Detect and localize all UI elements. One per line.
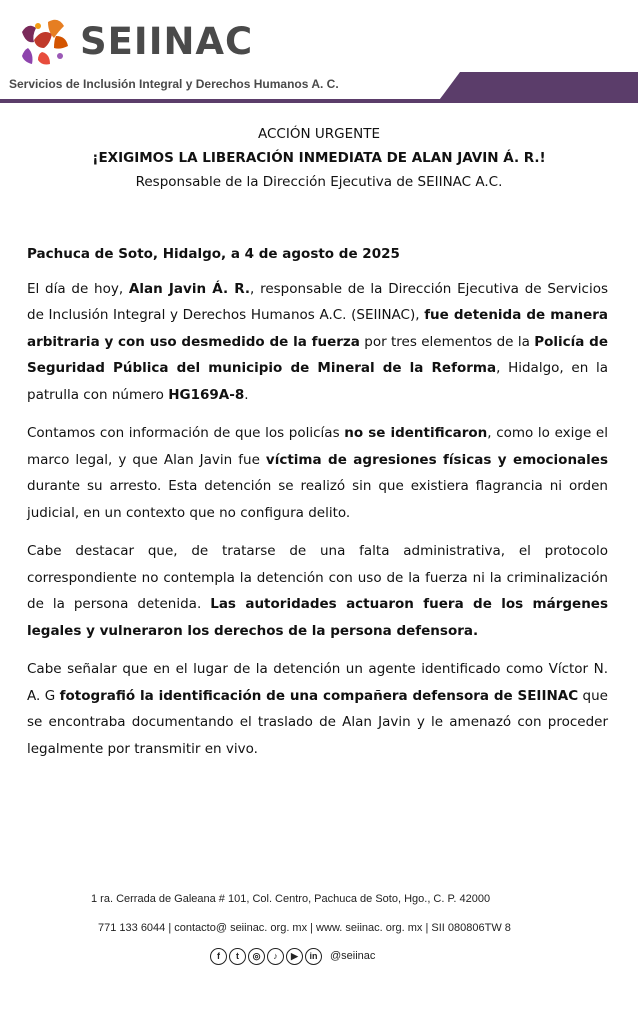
document-body xyxy=(27,241,608,774)
twitter-icon[interactable]: t xyxy=(229,948,246,965)
tiktok-icon[interactable]: ♪ xyxy=(267,948,284,965)
dateline: Pachuca de Soto, Hidalgo, a 4 de agosto de 2025 xyxy=(27,246,400,262)
brand-name: SEIINAC xyxy=(80,20,254,63)
organization-subtitle: Servicios de Inclusión Integral y Derechos Humanos A. C. xyxy=(9,77,339,91)
header-divider xyxy=(0,99,440,103)
letterhead xyxy=(0,0,638,110)
facebook-icon[interactable]: f xyxy=(210,948,227,965)
heading-role: Responsable de la Dirección Ejecutiva de SEIINAC A.C. xyxy=(135,174,503,190)
paragraph-1: El día de hoy, Alan Javin Á. R., responsable de la Dirección Ejecutiva de Servicios de Inclusión Integral y Derechos Humanos A.C. (SEIINAC), fue detenida de manera arbitraria y con uso desmedido de la fuerza por tres elementos de la Policía de Seguridad Pública del municipio de Mineral de la Reforma, Hidalgo, en la patrulla con número HG169A-8. xyxy=(27,280,609,403)
footer-address: 1 ra. Cerrada de Galeana # 101, Col. Centro, Pachuca de Soto, Hgo., C. P. 42000 xyxy=(91,893,491,905)
linkedin-icon[interactable]: in xyxy=(305,948,322,965)
header-divider-accent xyxy=(440,72,638,103)
hands-logo-icon xyxy=(14,12,76,70)
youtube-icon[interactable]: ▶ xyxy=(286,948,303,965)
instagram-icon[interactable]: ◎ xyxy=(248,948,265,965)
paragraph-4: Cabe señalar que en el lugar de la detención un agente identificado como Víctor N. A. G fotografió la identificación de una compañera defensora de SEIINAC que se encontraba documentando el traslado de Alan Javin y le amenazó con proceder legalmente por transmitir en vivo. xyxy=(27,661,608,757)
heading-urgent-action: ACCIÓN URGENTE xyxy=(258,126,380,142)
social-icons xyxy=(210,945,375,967)
footer-contact: 771 133 6044 | contacto@ seiinac. org. mx | www. seiinac. org. mx | SII 080806TW 8 xyxy=(98,922,511,934)
heading-demand: ¡EXIGIMOS LA LIBERACIÓN INMEDIATA DE ALAN JAVIN Á. R.! xyxy=(92,150,546,166)
paragraph-3: Cabe destacar que, de tratarse de una falta administrativa, el protocolo correspondiente no contempla la detención con uso de la fuerza ni la criminalización de la persona detenida. Las autoridades actuaron fuera de los márgenes legales y vulneraron los derechos de la persona defensora. xyxy=(27,543,609,639)
document-heading xyxy=(0,122,638,194)
paragraph-2: Contamos con información de que los policías no se identificaron, como lo exige el marco legal, y que Alan Javin fue víctima de agresiones físicas y emocionales durante su arresto. Esta detención se realizó sin que existiera flagrancia ni orden judicial, en un contexto que no configura delito. xyxy=(27,425,608,521)
social-handle[interactable]: @seiinac xyxy=(330,950,376,962)
